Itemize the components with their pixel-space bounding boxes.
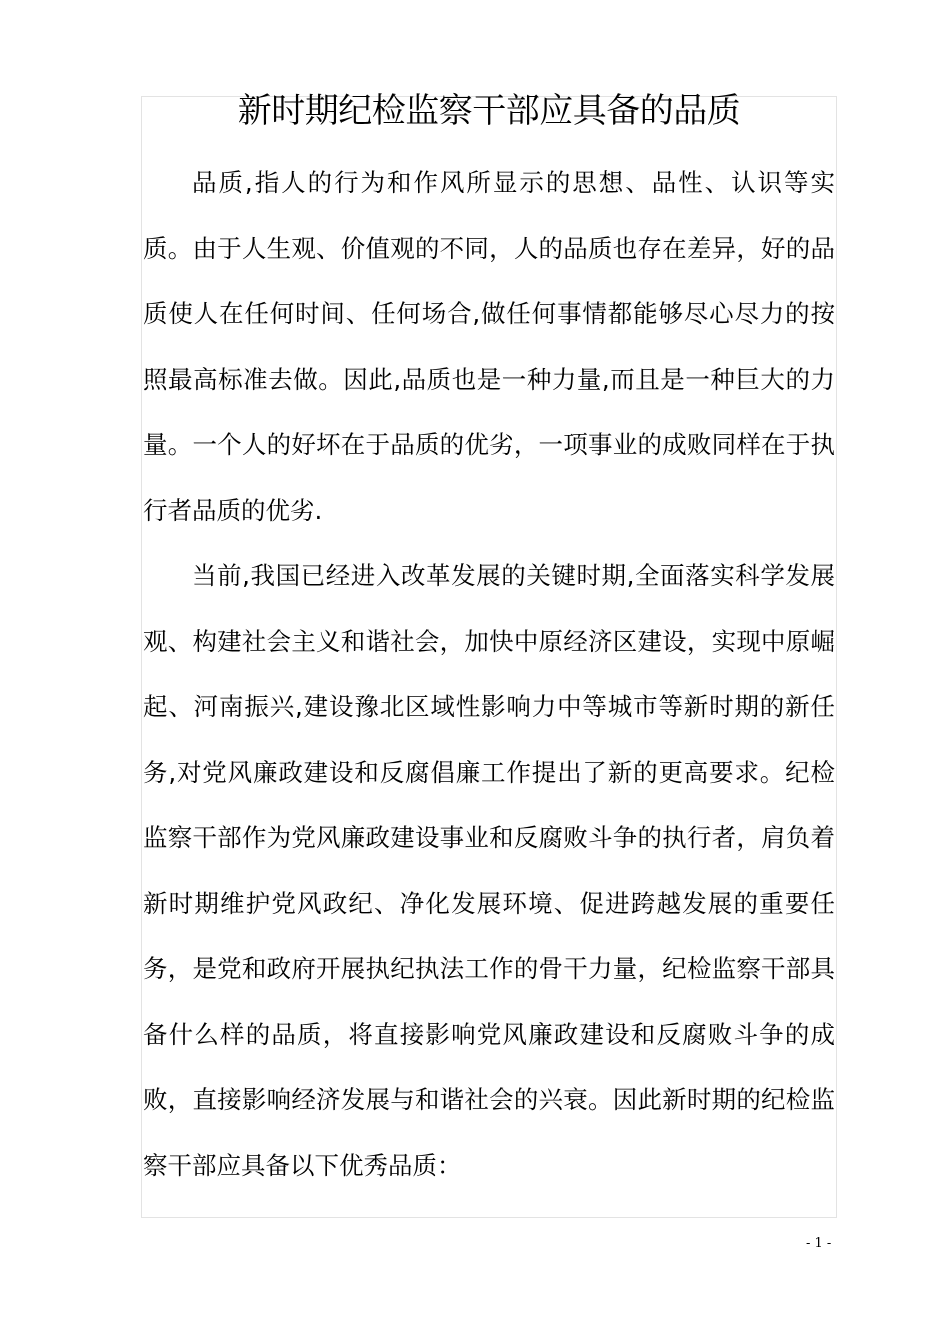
document-body xyxy=(143,150,835,1198)
page-number: - 1 - xyxy=(806,1236,832,1251)
document-title: 新时期纪检监察干部应具备的品质 xyxy=(237,91,741,131)
paragraph-2: 当前,我国已经进入改革发展的关键时期,全面落实科学发展观、构建社会主义和谐社会，加快中原经济区建设，实现中原崛起、河南振兴,建设豫北区域性影响力中等城市等新时期的新任务,对党风廉政建设和反腐倡廉工作提出了新的更高要求。纪检监察干部作为党风廉政建设事业和反腐败斗争的执行者，肩负着新时期维护党风政纪、净化发展环境、促进跨越发展的重要任务，是党和政府开展执纪执法工作的骨干力量，纪检监察干部具备什么样的品质，将直接影响党风廉政建设和反腐败斗争的成败，直接影响经济发展与和谐社会的兴衰。因此新时期的纪检监察干部应具备以下优秀品质： xyxy=(143,561,835,1180)
paragraph-1: 品质,指人的行为和作风所显示的思想、品性、认识等实质。由于人生观、价值观的不同，人的品质也存在差异，好的品质使人在任何时间、任何场合,做任何事情都能够尽心尽力的按照最高标准去做。因此,品质也是一种力量,而且是一种巨大的力量。一个人的好坏在于品质的优劣，一项事业的成败同样在于执行者品质的优劣. xyxy=(143,168,835,525)
